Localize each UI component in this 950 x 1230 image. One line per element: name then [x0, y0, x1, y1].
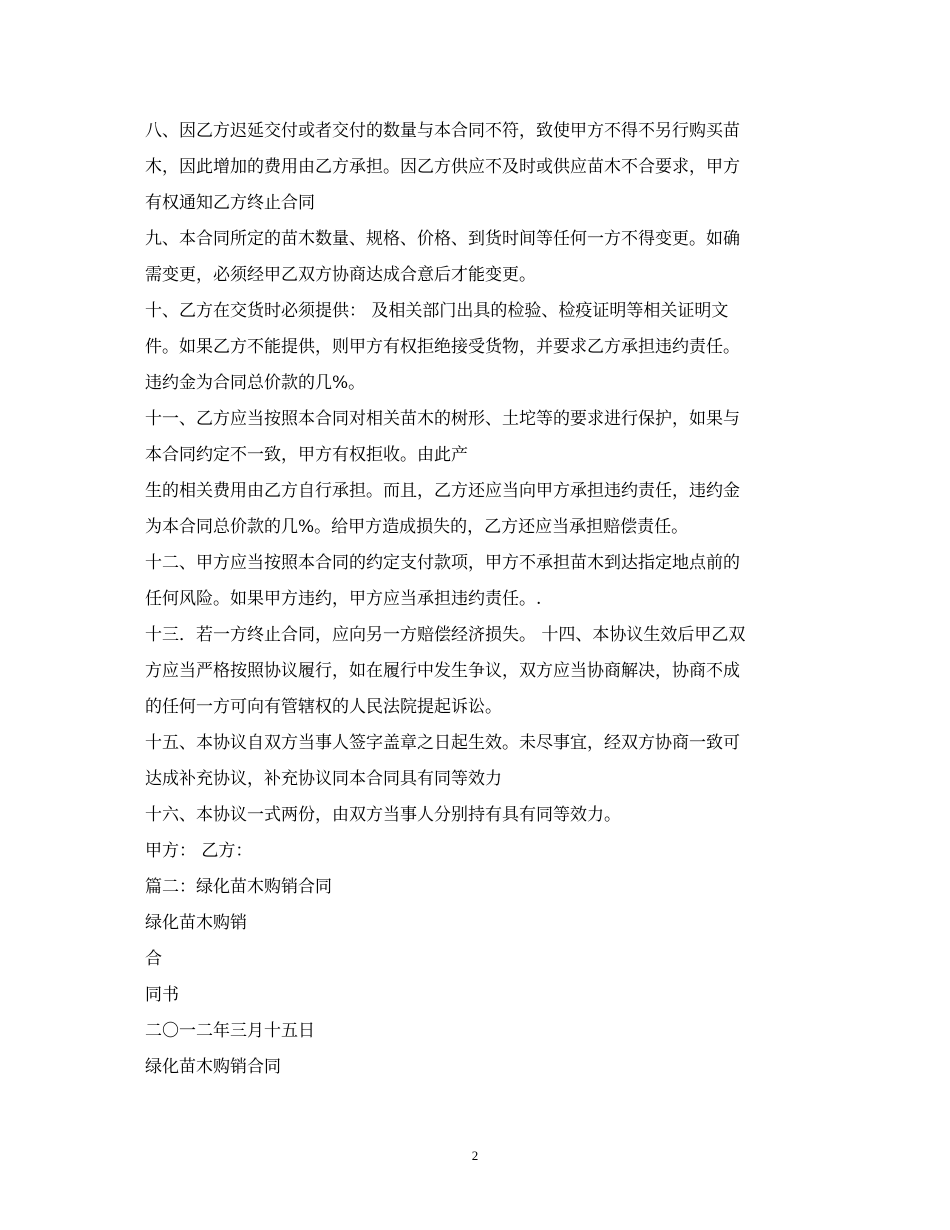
title-line: 绿化苗木购销合同 — [145, 1057, 281, 1077]
text-line: 达成补充协议，补充协议同本合同具有同等效力 — [145, 769, 502, 789]
text-line: 十六、本协议一式两份，由双方当事人分别持有具有同等效力。 — [145, 805, 621, 825]
text-line: 十三．若一方终止合同，应向另一方赔偿经济损失。 十四、本协议生效后甲乙双 — [145, 625, 746, 645]
date-line: 二〇一二年三月十五日 — [145, 1021, 315, 1041]
text-line: 木，因此增加的费用由乙方承担。因乙方供应不及时或供应苗木不合要求，甲方 — [145, 157, 740, 177]
text-line: 有权通知乙方终止合同 — [145, 193, 315, 213]
text-line: 十二、甲方应当按照本合同的约定支付款项，甲方不承担苗木到达指定地点前的 — [145, 553, 740, 573]
text-line: 十五、本协议自双方当事人签字盖章之日起生效。未尽事宜，经双方协商一致可 — [145, 733, 740, 753]
title-line: 合 — [145, 949, 162, 969]
text-line: 违约金为合同总价款的几%。 — [145, 373, 366, 393]
text-line: 八、因乙方迟延交付或者交付的数量与本合同不符，致使甲方不得不另行购买苗 — [145, 121, 740, 141]
section-heading: 篇二：绿化苗木购销合同 — [145, 877, 332, 897]
signature-line: 甲方： 乙方： — [145, 841, 253, 861]
text-line: 任何风险。如果甲方违约，甲方应当承担违约责任。. — [145, 589, 542, 609]
document-body — [145, 113, 810, 1085]
text-line: 为本合同总价款的几%。给甲方造成损失的，乙方还应当承担赔偿责任。 — [145, 517, 689, 537]
text-line: 九、本合同所定的苗木数量、规格、价格、到货时间等任何一方不得变更。如确 — [145, 229, 740, 249]
title-line: 同书 — [145, 985, 179, 1005]
page-number: 2 — [471, 1148, 479, 1163]
text-line: 十一、乙方应当按照本合同对相关苗木的树形、土坨等的要求进行保护，如果与 — [145, 409, 740, 429]
text-line: 生的相关费用由乙方自行承担。而且，乙方还应当向甲方承担违约责任，违约金 — [145, 481, 740, 501]
text-line: 方应当严格按照协议履行，如在履行中发生争议，双方应当协商解决，协商不成 — [145, 661, 740, 681]
text-line: 需变更，必须经甲乙双方协商达成合意后才能变更。 — [145, 265, 536, 285]
title-line: 绿化苗木购销 — [145, 913, 247, 933]
text-line: 十、乙方在交货时必须提供： 及相关部门出具的检验、检疫证明等相关证明文 — [145, 301, 729, 321]
text-line: 件。如果乙方不能提供，则甲方有权拒绝接受货物，并要求乙方承担违约责任。 — [145, 337, 740, 357]
text-line: 的任何一方可向有管辖权的人民法院提起诉讼。 — [145, 697, 502, 717]
text-line: 本合同约定不一致，甲方有权拒收。由此产 — [145, 445, 468, 465]
